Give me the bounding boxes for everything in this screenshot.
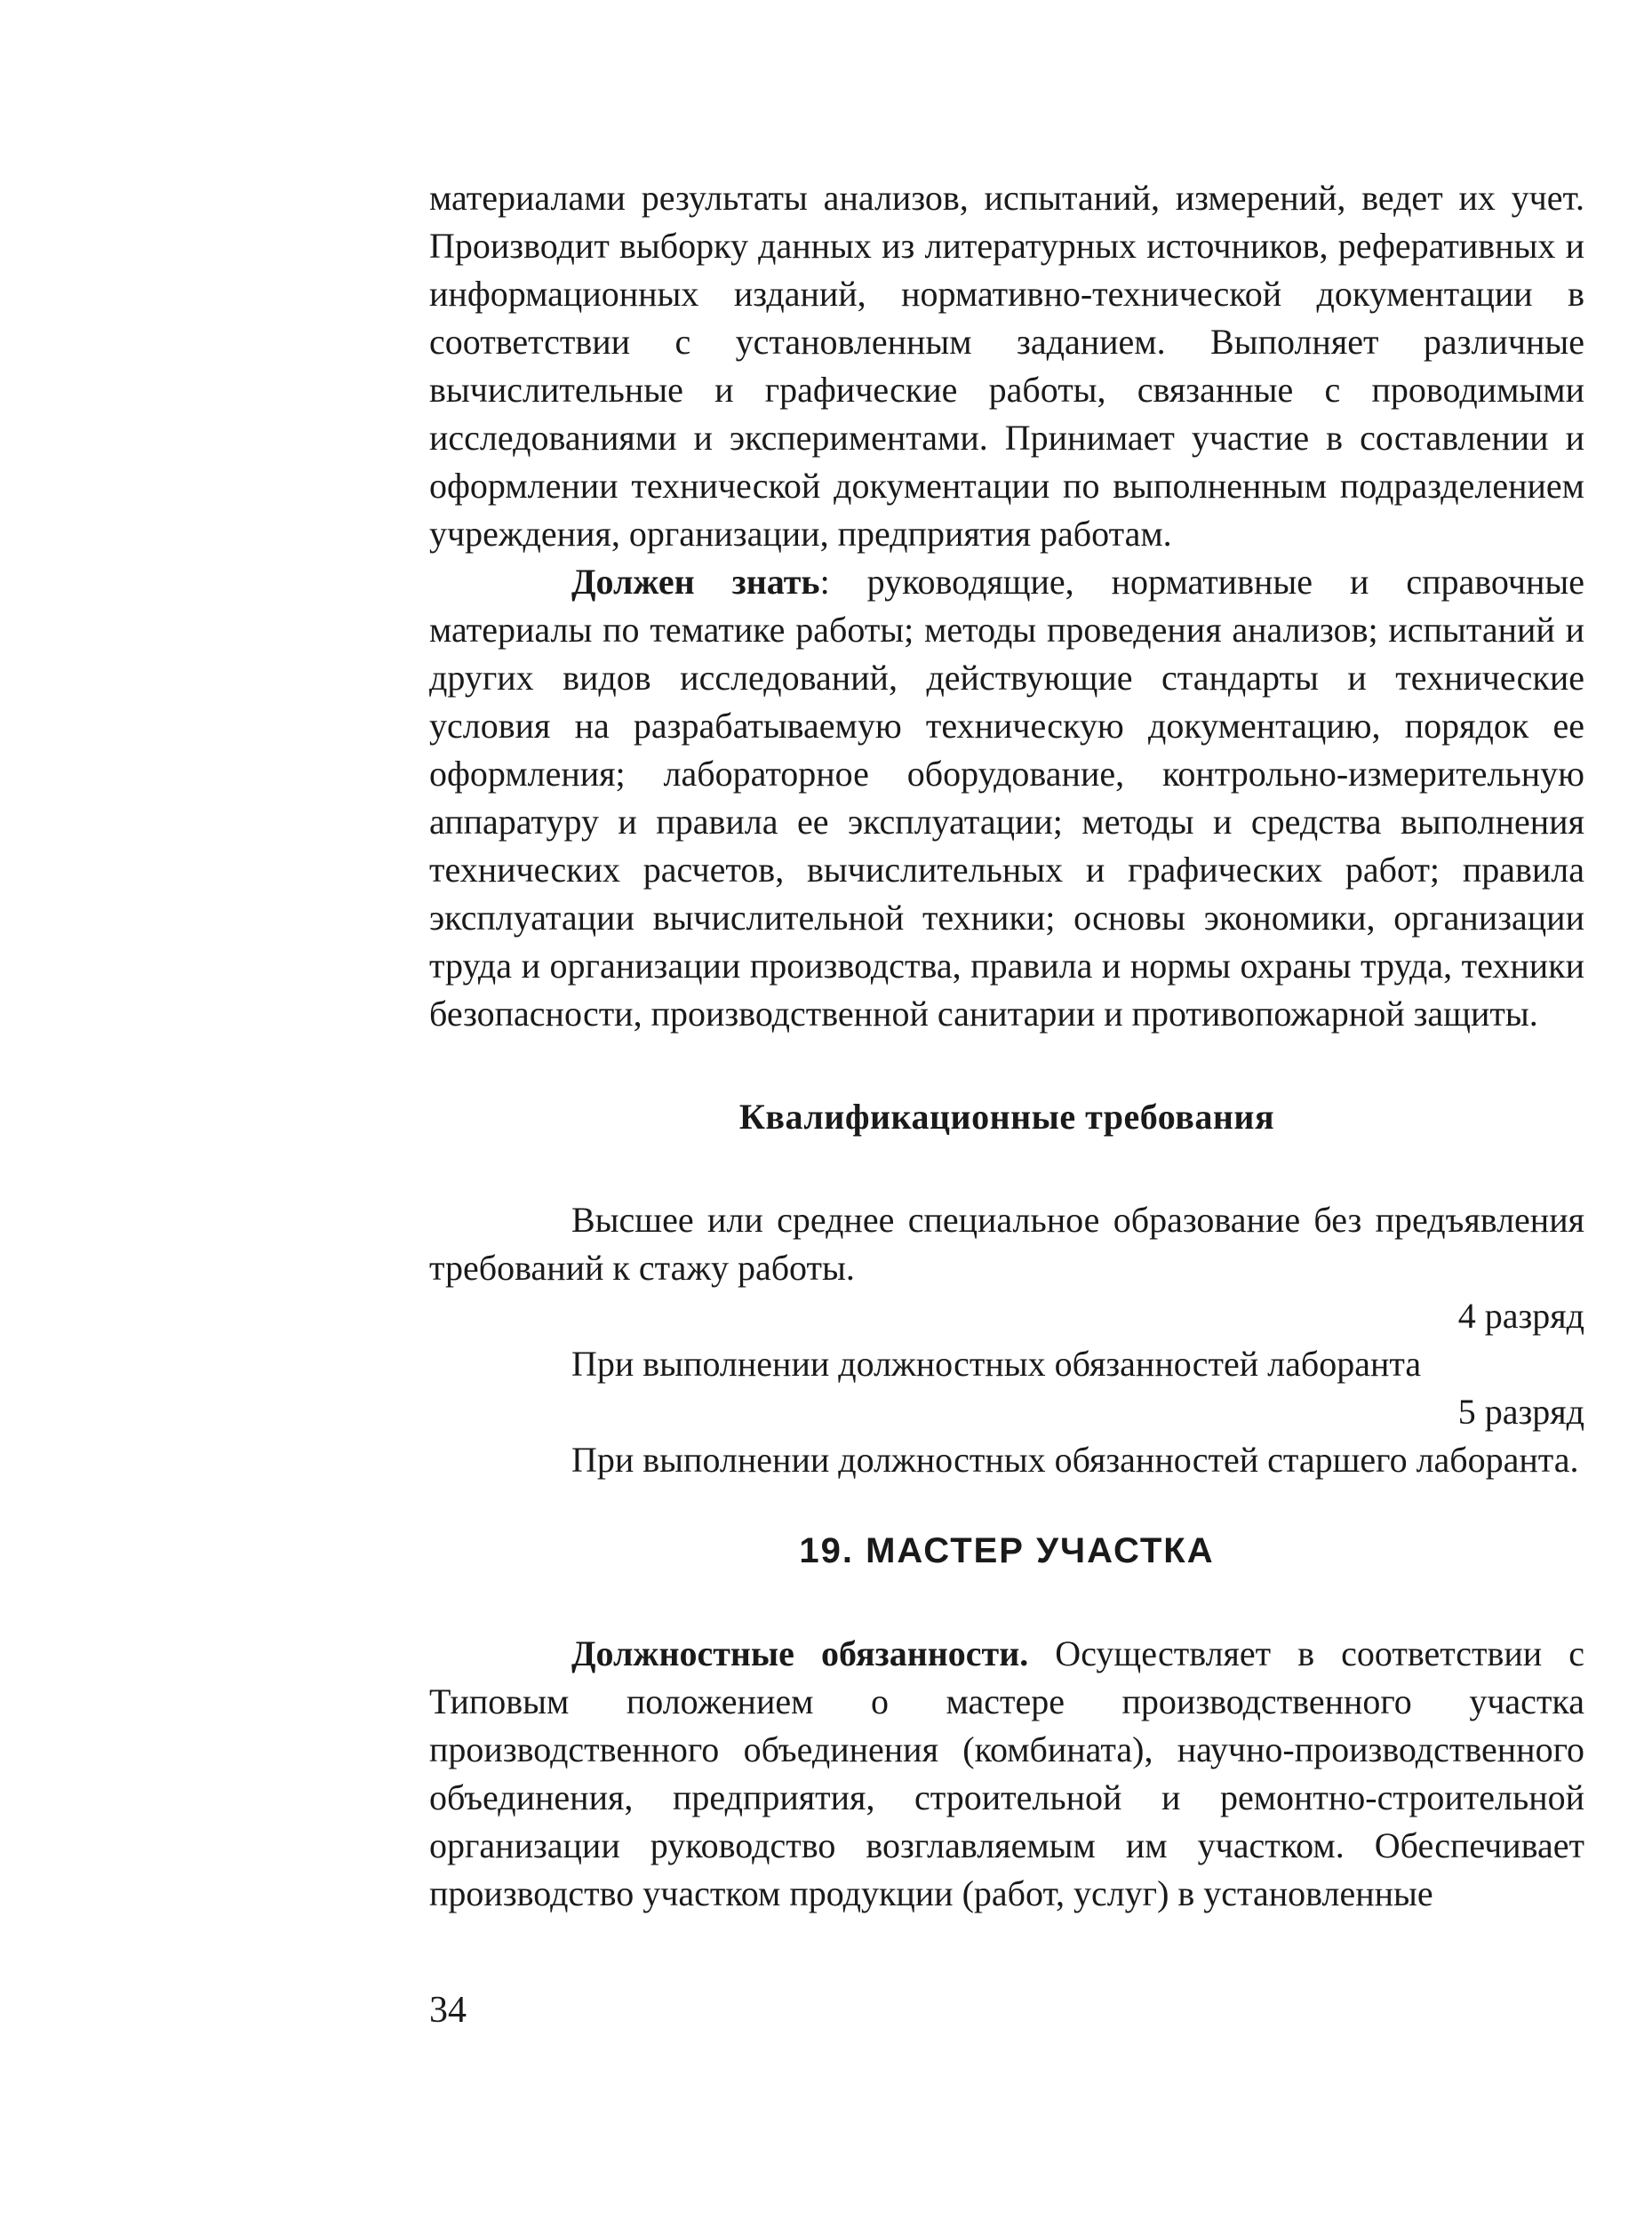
grade-4-label: 4 разряд — [1457, 1296, 1584, 1336]
qualification-heading: Квалификационные требования — [738, 1097, 1275, 1137]
must-know-text: : руководящие, нормативные и справочные материалы по тематике работы; методы проведения анализов; испытаний и других видов исследований, действующие стандарты и технические условия на разрабатываемую техническую документацию, порядок ее оформления; лабораторное оборудование, контрольно-измерительную аппаратуру и правила ее эксплуатации; методы и средства выполнения технических расчетов, вычислительных и графических работ; правила эксплуатации вычислительной техники; основы экономики, организации труда и организации производства, правила и нормы охраны труда, техники безопасности, производственной санитарии и противопожарной защиты. — [429, 562, 1584, 1034]
duties-label: Должностные обязанности. — [571, 1633, 1029, 1673]
must-know-label: Должен знать — [571, 562, 820, 602]
grade-5-label: 5 разряд — [1457, 1392, 1584, 1432]
grade-5-text: При выполнении должностных обязанностей старшего лаборанта. — [571, 1440, 1579, 1480]
grade-4-text: При выполнении должностных обязанностей лаборанта — [571, 1344, 1422, 1384]
page-number: 34 — [429, 1990, 467, 2031]
chapter-title: 19. МАСТЕР УЧАСТКА — [799, 1531, 1215, 1570]
document-page — [429, 174, 1584, 1918]
qualification-text: Высшее или среднее специальное образование без предъявления требований к стажу работы. — [429, 1200, 1584, 1288]
duties-paragraph — [429, 1630, 1584, 1918]
intro-paragraph: материалами результаты анализов, испытаний, измерений, ведет их учет. Производит выборку данных из литературных источников, реферативных и информационных изданий, нормативно-технической документации в соответствии с установленным заданием. Выполняет различные вычислительные и графические работы, связанные с проводимыми исследованиями и экспериментами. Принимает участие в составлении и оформлении технической документации по выполненным подразделением учреждения, организации, предприятия работам. — [429, 178, 1584, 554]
duties-text: Осуществляет в соответствии с Типовым положением о мастере производственного участка производственного объединения (комбината), научно-производственного объединения, предприятия, строительной и ремонтно-строительной организации руководство возглавляемым им участком. Обеспечивает производство участком продукции (работ, услуг) в установленные — [429, 1633, 1584, 1913]
must-know-paragraph — [429, 558, 1584, 1038]
